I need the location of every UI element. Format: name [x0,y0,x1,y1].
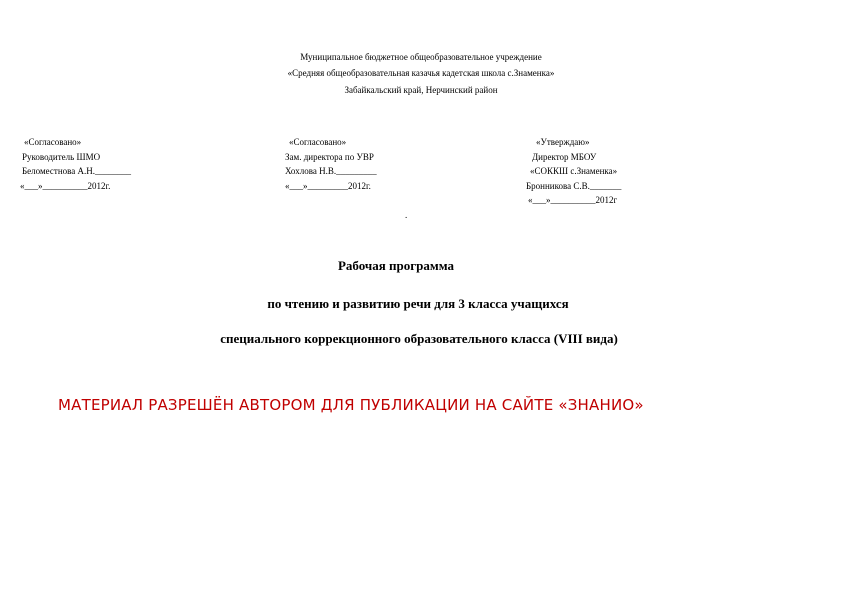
program-title: Рабочая программа [337,258,455,273]
approval-middle-name: Хохлова Н.В._________ [285,166,377,176]
school-type-line: Муниципальное бюджетное общеобразовательное учреждение [300,52,542,62]
approval-right-date: «___»__________2012г [528,195,618,205]
approval-left-position: Руководитель ШМО [22,151,101,162]
approval-left-block [22,135,131,193]
approval-right-block [526,135,621,208]
approval-middle-status: «Согласовано» [289,137,347,147]
program-class-type: специального коррекционного образовательного класса (VIII вида) [220,331,618,346]
school-name-line: «Средняя общеобразовательная казачья кадетская школа с.Знаменка» [287,68,555,78]
school-location-line: Забайкальский край, Нерчинский район [344,85,498,95]
approval-left-name: Беломестнова А.Н.________ [22,166,132,176]
approval-right-name: Бронникова С.В._______ [526,180,622,191]
approval-right-position: Директор МБОУ [532,151,597,162]
approval-middle-date: «___»_________2012г. [285,180,371,191]
approval-right-org: «СОККШ с.Знаменка» [530,166,618,176]
separator-dot: . [405,210,408,220]
approval-middle-position: Зам. директора по УВР [285,151,374,162]
approval-right-status: «Утверждаю» [536,137,590,147]
publication-notice: МАТЕРИАЛ РАЗРЕШЁН АВТОРОМ ДЛЯ ПУБЛИКАЦИИ НА САЙТЕ «ЗНАНИО» [58,396,644,414]
approval-left-date: «___»__________2012г. [20,180,111,191]
approval-middle-block [285,135,377,193]
approval-left-status: «Согласовано» [24,137,82,147]
program-subtitle: по чтению и развитию речи для 3 класса учащихся [267,296,569,311]
